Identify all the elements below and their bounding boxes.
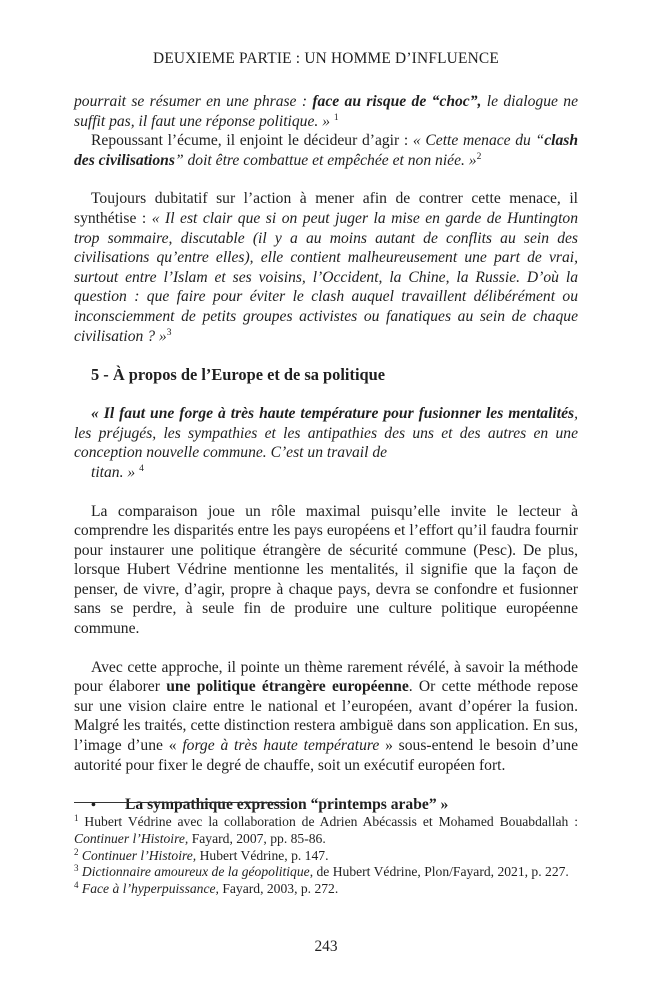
paragraph-ecume: Repoussant l’écume, il enjoint le décideur d’agir : « Cette menace du “clash des civilisations” doit être combattue et empêchée et non niée. »$^2$ xyxy=(74,132,578,169)
footnotes xyxy=(74,814,578,898)
footnote-ref[interactable]: 1 xyxy=(333,112,339,123)
paragraph-comparaison: La comparaison joue un rôle maximal puisqu’elle invite le lecteur à comprendre les disparités entre les pays européens et l’effort qu’il faudra fournir pour instaurer une politique étrangère de sécurité commune (Pesc). De plus, lorsque Hubert Védrine mentionne les mentalités, il signifie que la façon de penser, de vivre, d’agir, propre à chaque pays, devra se confondre et fusionner sans se perdre, à seule fin de produire une culture politique européenne commune. xyxy=(74,502,578,638)
footnote-ref[interactable]: 3 xyxy=(166,327,172,338)
paragraph-dubitatif: Toujours dubitatif sur l’action à mener afin de contrer cette menace, il synthétise : « Il est clair que si on peut juger la mise en garde de Huntington trop sommaire, discutable (il y a au moins autant de conflits au sein des civilisations qu’entre elles), elle contient malheureusement une part de vrai, surtout entre l’Islam et ses voisins, l’Occident, la Chine, la Russie. D’où la question : que faire pour éviter le clash auquel travaillent délibérément ou inconsciemment de petits groupes activistes ou fanatiques au sein de chaque civilisation ? »$^3$ xyxy=(74,190,579,345)
body-text xyxy=(74,92,578,816)
bullet-icon: • xyxy=(91,798,96,814)
footnote: $^1$ Hubert Védrine avec la collaboration de Adrien Abécassis et Mohamed Bouabdallah : Continuer l’Histoire, Fayard, 2007, pp. 85-86. xyxy=(74,813,578,846)
paragraph-continuation: pourrait se résumer en une phrase : face au risque de “choc”, le dialogue ne suffit pas, il faut une réponse politique. » $^1$ xyxy=(74,93,578,130)
footnote: $^3$ Dictionnaire amoureux de la géopolitique, de Hubert Védrine, Plon/Fayard, 2021, p. 227. xyxy=(74,863,569,880)
bullet-heading xyxy=(74,795,578,816)
footnote: $^2$ Continuer l’Histoire, Hubert Védrine, p. 147. xyxy=(74,846,329,863)
footnote: $^4$ Face à l’hyperpuissance, Fayard, 2003, p. 272. xyxy=(74,880,339,897)
footnote-separator xyxy=(74,802,288,803)
running-head: DEUXIEME PARTIE : UN HOMME D’INFLUENCE xyxy=(153,50,499,67)
paragraph-approche: Avec cette approche, il pointe un thème rarement révélé, à savoir la méthode pour élaborer une politique étrangère européenne. Or cette méthode repose sur une vision claire entre le national et l’européen, avant d’opérer la fusion. Malgré les traités, cette distinction restera ambiguë dans son application. En sus, l’image d’une « forge à très haute température » sous-entend le besoin d’une autorité pour fixer le degré de chauffe, soit un exécutif européen fort. xyxy=(74,658,579,774)
page-number: 243 xyxy=(314,938,338,955)
bullet-heading-text: La sympathique expression “printemps arabe” » xyxy=(125,796,449,814)
epigraph-quote-end: titan. » $^4$ xyxy=(91,463,144,481)
book-page xyxy=(74,0,578,1006)
epigraph-quote: « Il faut une forge à très haute température pour fusionner les mentalités, les préjugés, les sympathies et les antipathies des uns et des autres en une conception nouvelle commune. C’est un travail de xyxy=(74,405,578,462)
footnote-ref[interactable]: 4 xyxy=(139,463,144,474)
footnote-ref[interactable]: 2 xyxy=(476,151,482,162)
section-heading: 5 - À propos de l’Europe et de sa politique xyxy=(91,365,385,385)
